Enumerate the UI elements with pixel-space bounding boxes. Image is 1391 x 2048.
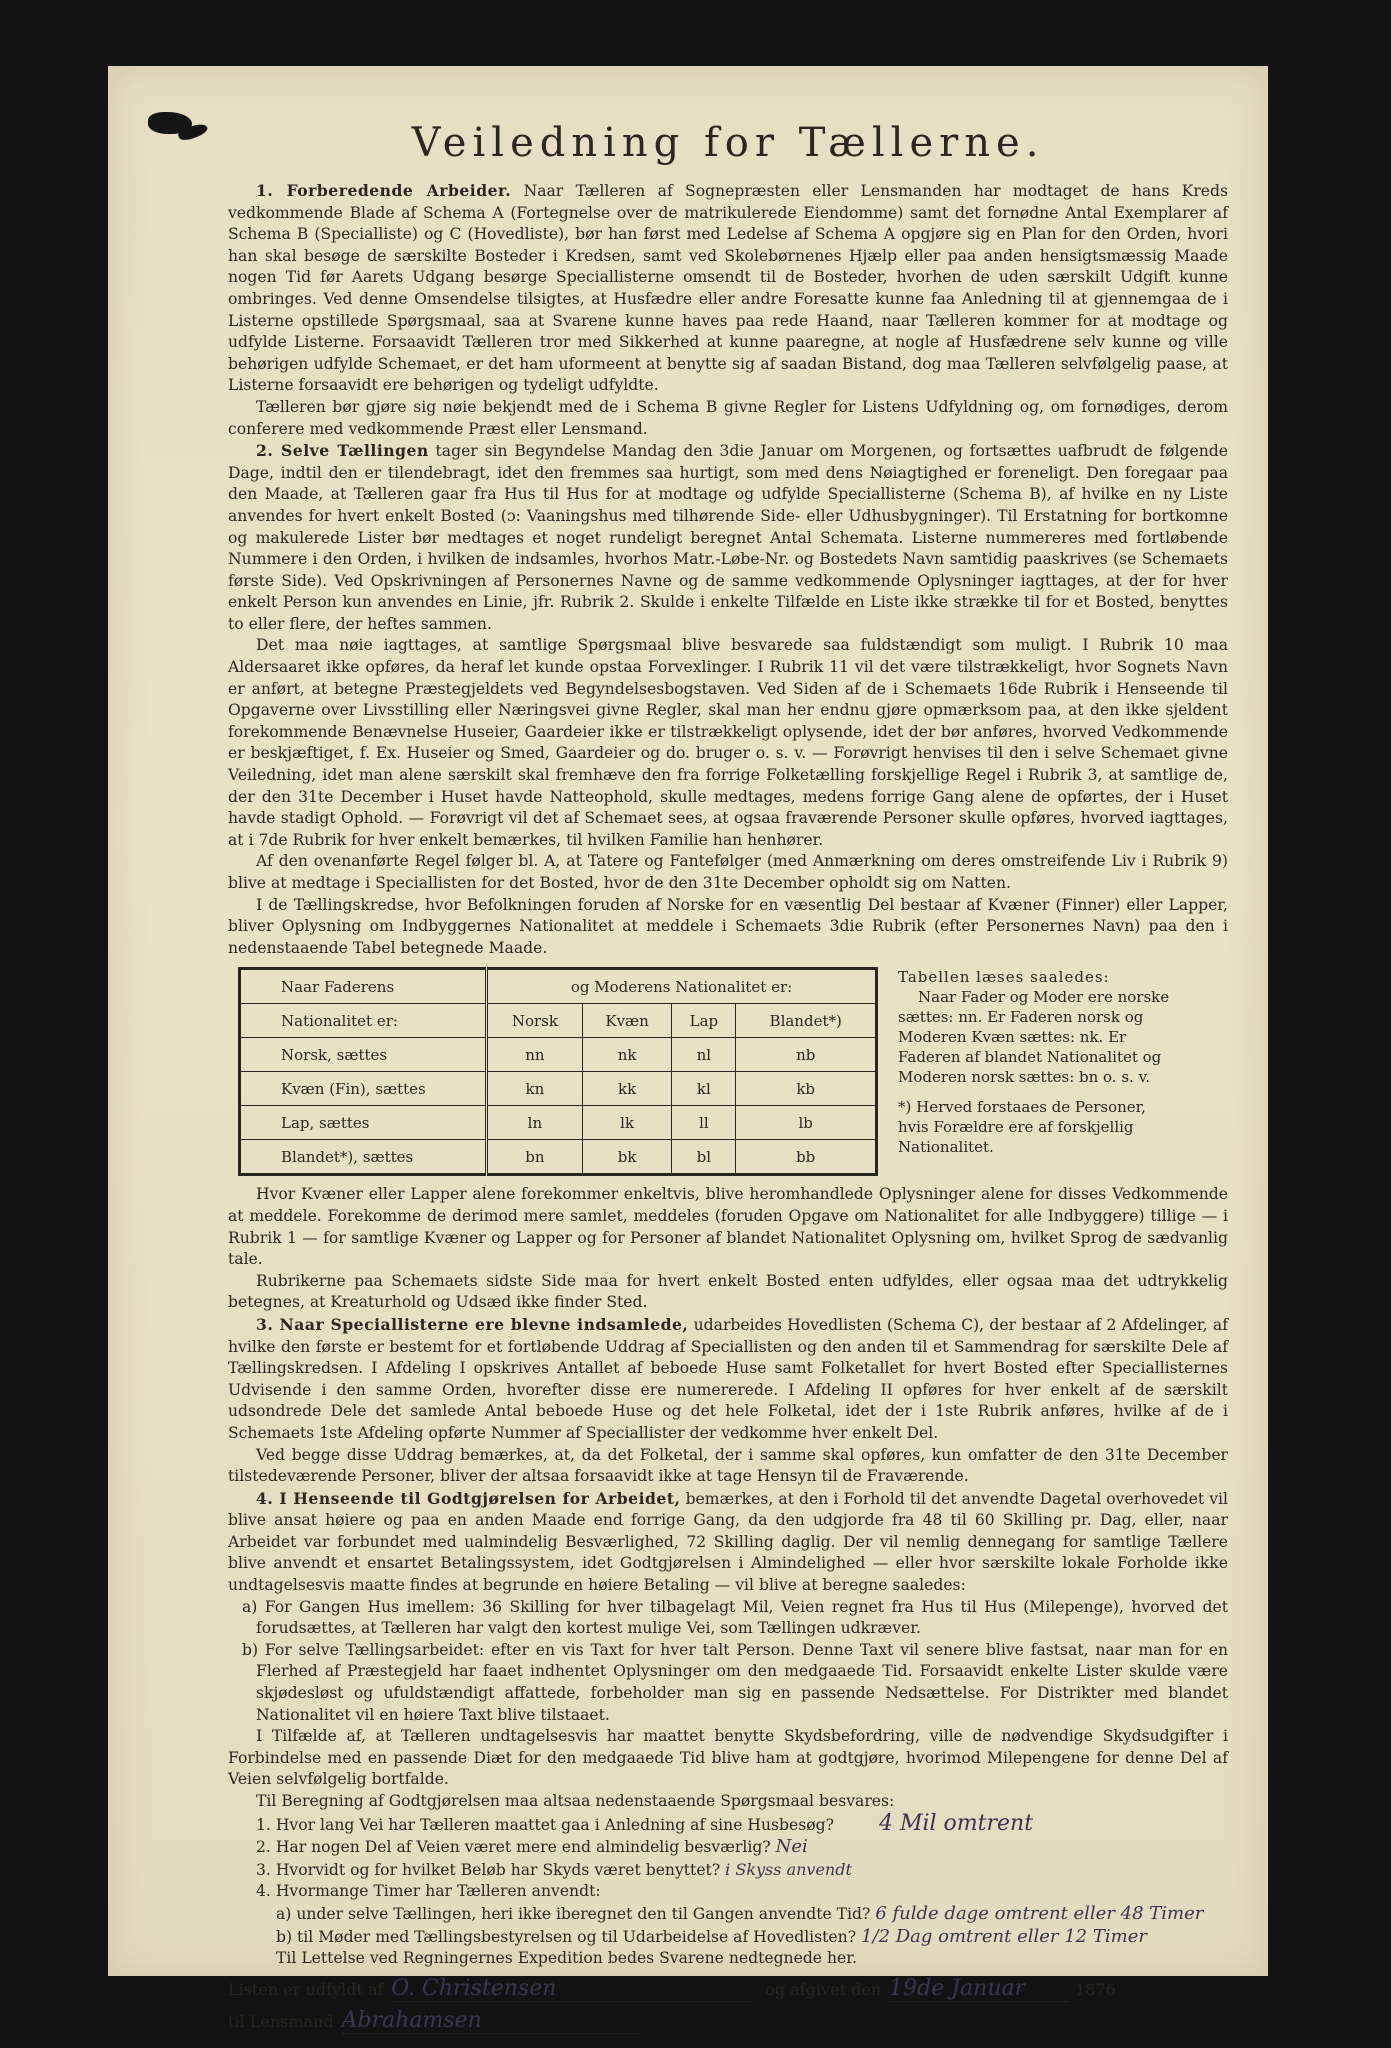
section-3-paragraph-2: Ved begge disse Uddrag bemærkes, at, da det Folketal, der i samme skal opføres, kun omfatter de den 31te December tilstedeværende Personer, bliver der altsaa forsaavidt ikke at tage Hensyn til de Fraværende.	[228, 1445, 1228, 1486]
section-2-heading: 2. Selve Tællingen	[256, 441, 429, 461]
table-cell: lb	[736, 1106, 877, 1140]
column-header: Norsk	[487, 1004, 583, 1038]
column-header: Lap	[672, 1004, 736, 1038]
census-form-sheet	[108, 66, 1268, 2033]
section-4-text: bemærkes, at den i Forhold til det anvendte Dagetal overhovedet vil blive ansat høiere og paa en anden Maade end forrige Gang, da den udgjorde fra 48 til 60 Skilling pr. Dag, eller, naar Arbeidet var forbundet med ualmindelig Besværlighed, 72 Skilling daglig. Der vil nemlig dennegang for samtlige Tællere blive anvendt et ensartet Betalingssystem, idet Godtgjørelsen i Almindelighed — eller hvor særskilte lokale Forholde ikke undtagelsesvis maatte findes at begrunde en høiere Betaling — vil blive at beregne saaledes:	[228, 1489, 1228, 1595]
row-label: Kvæn (Fin), sættes	[240, 1072, 487, 1106]
table-cell: nk	[582, 1038, 672, 1072]
answer-4a-field[interactable]: 6 fulde dage omtrent eller 48 Timer	[875, 1902, 1204, 1924]
section-2-text: tager sin Begyndelse Mandag den 3die Januar om Morgenen, og fortsættes uafbrudt de følgende Dage, indtil den er tilendebragt, idet den fremmes saa hurtigt, som med dens Nøiagtighed er foreneligt. Den foregaar paa den Maade, at Tælleren gaar fra Hus til Hus for at modtage og udfylde Speciallisterne (Schema B), af hvilke en ny Liste anvendes for hvert enkelt Bosted (ɔ: Vaaningshus med tilhørende Side- eller Udhusbygninger). Til Erstatning for bortkomne og makulerede Lister bør medtages et noget rundeligt beregnet Antal Schemata. Listerne nummereres med fortløbende Nummere i den Orden, i hvilken de indsamles, hvorhos Matr.-Løbe-Nr. og Bostedets Navn samtidig paaskrives (se Schemaets første Side). Ved Opskrivningen af Personernes Navne og de samme vedkommende Oplysninger iagttages, at der for hver enkelt Person kun anvendes en Linie, jfr. Rubrik 2. Skulde i enkelte Tilfælde en Liste ikke strække til for et Bosted, benyttes to eller flere, der heftes sammen.	[228, 442, 1228, 633]
payment-item-a: a) For Gangen Hus imellem: 36 Skilling for hver tilbagelagt Mil, Veien regnet fra Hus til Hus (Milepenge), hvorved det forudsættes, at Tælleren har valgt den kortest mulige Vei, som Tællingen udkræver.	[242, 1597, 1228, 1638]
question-4a: a) under selve Tællingen, heri ikke iberegnet den til Gangen anvendte Tid? 6 fulde dage omtrent eller 48 Timer	[276, 1902, 1204, 1924]
row-label: Lap, sættes	[240, 1106, 487, 1140]
table-cell: bb	[736, 1140, 877, 1175]
page-title: Veiledning for Tællerne.	[411, 120, 1045, 166]
section-1	[228, 180, 1228, 397]
table-explanation	[898, 967, 1173, 1176]
table-cell: bn	[487, 1140, 583, 1175]
table-row	[240, 1072, 877, 1106]
row-label: Norsk, sættes	[240, 1038, 487, 1072]
table-cell: nl	[672, 1038, 736, 1072]
to-lensmand-label: til Lensmand	[228, 2011, 334, 2031]
answer-1-field[interactable]: 4 Mil omtrent	[878, 1810, 1034, 1836]
table-cell: bk	[582, 1140, 672, 1175]
signature-line-1	[228, 1976, 1228, 2002]
section-2-paragraph-3: Af den ovenanførte Regel følger bl. A, at Tatere og Fantefølger (med Anmærkning om deres omstreifende Liv i Rubrik 9) blive at medtage i Speciallisten for det Bosted, hvor de den 31te December opholdt sig om Natten.	[228, 852, 1228, 892]
signature-line-2	[228, 2008, 1228, 2034]
table-row	[240, 1038, 877, 1072]
date-field[interactable]: 19de Januar	[889, 1976, 1069, 2002]
questions-block	[228, 1810, 1228, 1970]
answer-3-field[interactable]: i Skyss anvendt	[725, 1859, 852, 1879]
answer-4b-field[interactable]: 1/2 Dag omtrent eller 12 Timer	[861, 1925, 1147, 1947]
year-label: 1876	[1075, 1979, 1116, 1999]
column-header: Kvæn	[582, 1004, 672, 1038]
section-1-text: Naar Tælleren af Sognepræsten eller Lensmanden har modtaget de hans Kreds vedkommende Blade af Schema A (Fortegnelse over de matrikulerede Eiendomme) samt det fornødne Antal Exemplarer af Schema B (Specialliste) og C (Hovedliste), bør han først med Ledelse af Schema A opgjøre sig en Plan for den Orden, hvori han skal besøge de særskilte Bosteder i Kredsen, samt ved Skolebørnenes Hjælp eller paa anden hensigtsmæssig Maade nogen Tid før Aarets Udgang besørge Speciallisterne omsendt til de Bosteder, hvorhen de uden særskilt Udgift kunne ombringes. Ved denne Omsendelse tilsigtes, at Husfædre eller andre Foresatte kunne faa Anledning til at gjennemgaa de i Listerne opstillede Spørgsmaal, saa at Svarene kunne haves paa rede Haand, naar Tælleren kommer for at modtage og udfylde Listerne. Forsaavidt Tælleren tror med Sikkerhed at kunne paaregne, at nogle af Husfædrene selv kunne og ville behørigen udfylde Schemaet, er det ham uformeent at benytte sig af saadan Bistand, dog maa Tælleren selvfølgelig paase, at Listerne forsaavidt ere behørigen og tydeligt udfyldte.	[228, 182, 1228, 395]
question-2: 2. Har nogen Del af Veien været mere end almindelig besværlig? Nei	[256, 1836, 808, 1858]
table-cell: nb	[736, 1038, 877, 1072]
question-3: 3. Hvorvidt og for hvilket Beløb har Skyds været benyttet? i Skyss anvendt	[256, 1859, 852, 1879]
paragraph-after-table-2: Rubrikerne paa Schemaets sidste Side maa for hvert enkelt Bosted enten udfyldes, eller ogsaa maa det udtrykkelig betegnes, at Kreaturhold og Udsæd ikke finder Sted.	[228, 1271, 1228, 1312]
table-cell: kb	[736, 1072, 877, 1106]
paragraph-after-table-1: Hvor Kvæner eller Lapper alene forekommer enkeltvis, blive heromhandlede Oplysninger alene for disses Vedkommende at meddele. Forekomme de derimod mere samlet, meddeles (foruden Opgave om Nationalitet for alle Indbyggere) tillige — i Rubrik 1 — for samtlige Kvæner og Lapper og for Personer af blandet Nationalitet Oplysning om, hvilket Sprog de sædvanlig tale.	[228, 1185, 1228, 1269]
table-cell: ln	[487, 1106, 583, 1140]
table-explanation-text: Naar Fader og Moder ere norske sættes: nn. Er Faderen norsk og Moderen Kvæn sættes: nk. Er Faderen af blandet Nationalitet og Moderen norsk sættes: bn o. s. v.	[898, 988, 1170, 1087]
row-label: Blandet*), sættes	[240, 1140, 487, 1175]
delivered-label: og afgivet den	[765, 1979, 882, 1999]
paragraph-questions-intro: Til Beregning af Godtgjørelsen maa altsaa nedenstaaende Spørgsmaal besvares:	[256, 1792, 895, 1810]
table-cell: nn	[487, 1038, 583, 1072]
table-cell: kn	[487, 1072, 583, 1106]
answers-note: Til Lettelse ved Regningernes Expedition bedes Svarene nedtegnede her.	[276, 1949, 857, 1968]
section-2	[228, 440, 1228, 635]
table-footnote: *) Herved forstaaes de Personer, hvis Forældre ere af forskjellig Nationalitet.	[898, 1098, 1146, 1157]
section-2-paragraph-4: I de Tællingskredse, hvor Befolkningen foruden af Norske for en væsentlig Del bestaar af Kvæner (Finner) eller Lapper, bliver Oplysning om Indbyggernes Nationalitet at meddele i Schemaets 3die Rubrik (efter Personernes Navn) paa den i nedenstaaende Tabel betegnede Maade.	[228, 895, 1228, 957]
table-cell: kl	[672, 1072, 736, 1106]
payment-item-b: b) For selve Tællingsarbeidet: efter en vis Taxt for hver talt Person. Denne Taxt vil senere blive fastsat, naar man for en Flerhed af Præstegjeld har faaet indhentet Oplysninger om den medgaaede Tid. Forsaavidt enkelte Lister skulde være skjødesløst og ufuldstændigt affattede, forbeholder man sig en passende Nedsættelse. For Distrikter med blandet Nationalitet vil en høiere Taxt blive tilstaaet.	[242, 1640, 1228, 1724]
column-header: Blandet*)	[736, 1004, 877, 1038]
table-header-mother: og Moderens Nationalitet er:	[487, 969, 877, 1004]
section-4	[228, 1488, 1228, 1597]
nationality-table-area	[228, 967, 1228, 1176]
table-row	[240, 1140, 877, 1175]
section-3-text: udarbeides Hovedlisten (Schema C), der bestaar af 2 Afdelinger, af hvilke den første er bestemt for et fortløbende Uddrag af Speciallisten og den anden til et Sammendrag for særskilte Dele af Tællingskredsen. I Afdeling I opskrives Antallet af beboede Huse samt Folketallet for hvert Bosted efter Speciallisternes Udvisende i den samme Orden, hvorefter disse ere numererede. I Afdeling II opføres for hver enkelt af de særskilt udsondrede Dele det samlede Antal beboede Huse og det hele Folketal, idet der i 1ste Rubrik anføres, hvilke af de i Schemaets 1ste Afdeling opførte Nummer af Speciallister der vedkomme hver enkelt Del.	[228, 1315, 1228, 1442]
question-4b: b) til Møder med Tællingsbestyrelsen og til Udarbeidelse af Hovedlisten? 1/2 Dag omtrent eller 12 Timer	[276, 1925, 1147, 1947]
section-3-heading: 3. Naar Speciallisterne ere blevne indsamlede,	[256, 1314, 689, 1334]
table-cell: kk	[582, 1072, 672, 1106]
nationality-table	[238, 967, 878, 1176]
section-1-heading: 1. Forberedende Arbeider.	[256, 181, 512, 200]
question-4: 4. Hvormange Timer har Tælleren anvendt:	[256, 1882, 601, 1901]
filled-by-name-field[interactable]: O. Christensen	[391, 1976, 751, 2002]
table-explanation-heading: Tabellen læses saaledes:	[898, 968, 1110, 987]
answer-2-field[interactable]: Nei	[775, 1836, 808, 1858]
table-row	[240, 1106, 877, 1140]
question-1: 1. Hvor lang Vei har Tælleren maattet gaa i Anledning af sine Husbesøg? 4 Mil omtrent	[256, 1810, 1034, 1836]
document-body	[228, 120, 1228, 2034]
section-2-paragraph-2: Det maa nøie iagttages, at samtlige Spørgsmaal blive besvarede saa fuldstændigt som muligt. I Rubrik 10 maa Aldersaaret ikke opføres, da heraf let kunde opstaa Forvexlinger. I Rubrik 11 vil det være tilstrækkeligt, hvor Sognets Navn er anført, at betegne Præstegjeldets ved Begyndelsesbogstaven. Ved Siden af de i Schemaets 16de Rubrik i Henseende til Opgaverne over Livsstilling eller Næringsvei givne Regler, skal man her endnu gjøre opmærksom paa, at den ikke sjeldent forekommende Benævnelse Huseier, Gaardeier ikke er tilstrækkeligt oplysende, idet der bør anføres, hvorved Vedkommende er beskjæftiget, f. Ex. Huseier og Smed, Gaardeier og do. bruger o. s. v. — Forøvrigt henvises til den i selve Schemaet givne Veiledning, idet man alene særskilt skal fremhæve den fra forrige Folketælling forskjellige Regel i Rubrik 3, at samtlige de, der den 31te December i Huset havde Natteophold, skulle medtages, medens forrige Gang alene de opførtes, der i Huset havde stadigt Ophold. — Forøvrigt vil det af Schemaet sees, at ogsaa fraværende Personer skulle opføres, hvorved iagttages, at i 7de Rubrik for hver enkelt bemærkes, til hvilken Familie han henhører.	[228, 636, 1228, 849]
table-cell: bl	[672, 1140, 736, 1175]
table-header-father: Naar Faderens	[240, 969, 487, 1004]
table-cell: ll	[672, 1106, 736, 1140]
table-header-nationality: Nationalitet er:	[240, 1004, 487, 1038]
filled-by-label: Listen er udfyldt af	[228, 1979, 384, 1999]
table-cell: lk	[582, 1106, 672, 1140]
section-4-heading: 4. I Henseende til Godtgjørelsen for Arbeidet,	[256, 1488, 681, 1508]
section-3	[228, 1314, 1228, 1445]
paragraph-transport: I Tilfælde af, at Tælleren undtagelsesvis har maattet benytte Skydsbefordring, ville de nødvendige Skydsudgifter i Forbindelse med en passende Diæt for den medgaaede Tid blive ham at godtgjøre, hvorimod Milepengene for denne Del af Veien selvfølgelig bortfalde.	[228, 1727, 1228, 1789]
section-1-paragraph-2: Tælleren bør gjøre sig nøie bekjendt med de i Schema B givne Regler for Listens Udfyldning og, om fornødiges, derom conferere med vedkommende Præst eller Lensmand.	[228, 397, 1228, 438]
lensmand-name-field[interactable]: Abrahamsen	[342, 2008, 642, 2034]
